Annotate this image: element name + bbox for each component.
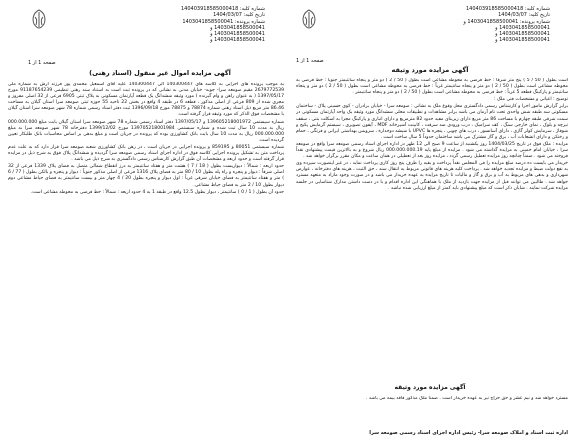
right-page-label: صفحه 1 از 1 [296,58,324,64]
right-meta-line: شماره پرونده: 1403041858500041 و [463,18,550,25]
state-emblem-icon [300,8,318,34]
right-paragraph: است بطول ( 50 / 5 ) پنج متر شرقاً : خط فرضی به محوطه مشاعی است بطول ( 50 / 2 ) دو متر و پنجاه سانتیمتر جنوباً : خط فرضی به محوطه مشاعی است بطول ( 50 / 2 ) دو متر و پنجاه سانتیمتر غرباً : خط فرضی به محوطه مشاعی است بطول ( 50 / 2 ) دو متر و پنجاه سانتیمتر و پارکینگ قطعه 5 غرباً : خط فرضی به محوطه مشاعی است بطول ( 50 / 2 ) دو متر و پنجاه سانتیمتر . [296,78,568,96]
right-doc-heading: آگهی مزایده مورد وثیقه [391,66,469,74]
right-paragraph: مزایده : ملک فوق در تاریخ 1404/03/25 روز یکشنبه از ساعت 9 صبح الی 12 ظهر در اداره اجرای اسناد رسمی صومعه سرا واقع در صومعه سرا ، خیابان امام خمینی به مزایده گذاشته می شود . مزایده از مبلغ پایه 000.000.000.19 ریال شروع و به بالاترین قیمت پیشنهادی نقداً فروخته می شود . ضمناً چنانچه روز مزایده تعطیل رسمی گردد ، مزایده روز بعد از تعطیلی در همان ساعت و مکان مقرر برگزار خواهد شد . [296,141,568,160]
right-doc-body [296,78,568,380]
left-meta-line: شماره پرونده: 1403041858500041 [182,18,265,25]
left-meta-line: شماره کلیه: 140403918585000418 [181,6,265,12]
left-paragraph: شماره سیستمی 80051 و 859195 و پرونده اجرایی در جریان است ، در رهن بانک کشاورزی شعبه صومعه سرا قرار دارد که به علت عدم پرداخت متن به تشکیل پرونده اجرایی کلاسه فوق در اداره اجرای اسناد رسمی صومعه سرا گردیده و ششدانگ پلاک فوق به شرح ذیل در مزایده قرار گرفته است و حدود اربعه و مشخصات آن طبق گزارش کارشناس رسمی دادگستری به شرح ذیل می باشد . [8,144,284,163]
left-closing: حدود آن بطول ( 1 / 0 ) سانتیمتر ، دیوار بطول 12.5 واقع در طبقه 1 به 4 حدود اربعه : شمالاً : خط فرضی به محوطه مشاعی است. [30,189,284,195]
right-meta-line: 1403041858500041 و [495,37,550,44]
left-doc-body [8,82,284,432]
left-meta-line: 1403041858500041 و [210,37,265,44]
state-emblem-icon [30,8,48,34]
right-paragraph: توضیح : اعیانی و مشخصات فنی ملک : [493,97,568,103]
left-doc-heading: آگهی مزایده اموال غیر منقول (اسناد رهنی) [89,69,231,77]
left-paragraph: شماره سیستمی 139605218001972 و 1397/05/17 دفتر اسناد رسمی شماره 78 شهر صومعه سرا استان گیلان بابت مبلغ 000.000.000 ریال به مدت 10 سال ثبت شده و شماره سیستمی 139705218001984 مورخ 1399/12/02 دفترخانه 78 شهر صومعه سرا به مبلغ 000.000.000 ریال به مدت 10 سال بابت بانک کشاورزی بوده که پرونده در جریان است و مبلغ بدهی بر اساس محاسبات بانک طلبکار تعیین گردیده است. [8,119,284,143]
right-paragraph: برابر گزارش مامور اجرا و کارشناس رسمی دادگستری محل وقوع ملک به نشانی : صومعه سرا - خیابان برادران - کوی حسینی پلاک - ساختمان مسکونی سه طبقه شش واحدی تحت نام آرمان می باشد برابر مشاهدات و تطبیقات محلی ششدانگ مورد وثیقه یک واحد آپارتمان مسکونی در سمت شرقی طبقه چهارم با مساحت 86 متر مربع دارای زیربنای مفید حدود 82 مترمربع و دارای انباری و پارکینگ مجزا به اسکلت بتنی ، سقف تیرچه و بلوک ، نمای خارجی سنگ ، کف سرامیک ، درب ورودی ضد سرقت ، کابینت آشپزخانه MDF ، آیفون تصویری ، سیستم گرمایش پکیج و شوفاژ ، سرمایش کولر گازی ، دارای آسانسور ، درب های چوبی ، پنجره ها UPVC با شیشه دوجداره ، سرویس بهداشتی ایرانی و فرنگی ، حمام و رختکن و دارای انشعابات آب ، برق و گاز مشترک می باشد ساختمان حدوداً 5 سال ساخت است . [296,104,568,140]
left-paragraph: به موجب پرونده های اجرایی به کلاسه های 140300447 الی 140300447 علیه آقای اسمعیل محمدی پور فرزند آرش به شماره ملی 2679772539 مقیم صومعه سرا- جوبه- خیابان مدنی به نشانی که در پرونده ثبت است به استناد سند رهنی تنظیمی 91187654239 مورخ 1397/05/17 ( به عنوان راهن و وام گیرنده ) مورد وثیقه ششدانگ یک قطعه آپارتمان مسکونی به پلاک ثبتی 6905 فرعی از 32 اصلی مفروز و مجزی شده از 809 فرعی از اصلی مذکور ، قطعه 6 در طبقه 4 واقع در بخش 22 ناحیه 55 حوزه ثبتی صومعه سرا استان گیلان به مساحت 86.46 متر مربع ذیل اسناد رهنی شماره 78874 و 78875 مورخ 1396/09/18 ثبت دفتر اسناد رسمی شماره 78 شهر صومعه سرا استان گیلان با مشخصات فوق الذکر که مورد وثیقه قرار گرفته است. [8,82,284,118]
right-meta-line: 1403041858500041 و [495,31,550,38]
right-doc-meta [463,6,550,44]
right-meta-line: 1403041858500041 و [495,24,550,31]
right-meta-line: تاریخ کلیه: 1404/03/07 [498,12,550,19]
left-meta-line: 1403041858500041 و [210,31,265,38]
right-paragraph: خریدار می بایست ده درصد مبلغ مزایده را فی المجلس نقداً پرداخت و بقیه را ظرف پنج روز کاری پرداخت نماید ، در غیر اینصورت سپرده وی به نفع دولت ضبط و مزایده تجدید خواهد شد . پرداخت کلیه هزینه های قانونی مربوط به انتقال سند ، حق الثبت ، هزینه های دفترخانه ، عوارض شهرداری و بدهی های مربوط به آب و برق و گاز و مالیات تا تاریخ مزایده به عهده خریدار می باشد و در صورت وجود مازاد به متعهد مسترد خواهد شد . طالبین می توانند قبل از مزایده جهت بازدید از ملک با هماهنگی این اداره اقدام و با در دست داشتن مدارک شناسایی در جلسه مزایده شرکت نمایند . شایان ذکر است که مبلغ پیشنهادی باید کمتر از مبلغ ارزیابی شده نباشد . [296,161,568,191]
right-meta-line: شماره کلیه: 140403918585000418 [466,6,550,12]
right-closing: مسترد خواهد شد و نیم عشر و حق حراج نیز به عهده خریدار است . ضمناً ملک مذکور فاقد بیمه می باشد . [365,396,568,401]
left-page-label: صفحه 1 از 1 [28,60,56,66]
right-closing-title: آگهی مزایده مورد وثیقه [394,384,466,391]
left-paragraph: حدود اربعه : شمالاً : دیواریست بطول ( 18 / 7 ) هشت متر و هفتاد سانتیمتر به درز انقطاع شمالی متصل به فضای پلاک 1339 فرعی از 32 اصلی شرقاً : دیوار و پنجره و راه پله بطول 10 / 80 متر به فضای پلاک 1316 فرعی از اصلی مذکور جنوباً : دیوار و پنجره و بالکن بطول ( 77 / 6 ) متر و هفتاد سانتیمتر به فضای خیابان شرقی غرباً : اول دیوار و پنجره بطول 20 / 4 چهار متر و بیست سانتیمتر به فضای حیاط مشاعی دوم دیوار بطول 10 / 2 متر به فضای حیاط مشاعی. [8,164,284,188]
right-signature: اداره ثبت اسناد و املاک صومعه سرا- رئیس اداره اجرای اسناد رسمی صومعه سرا [369,430,568,436]
left-meta-line: تاریخ کلیه: 1404/03/07 [213,12,265,19]
left-meta-line: 1403041858500041 و [210,24,265,31]
left-doc-meta [181,6,265,44]
